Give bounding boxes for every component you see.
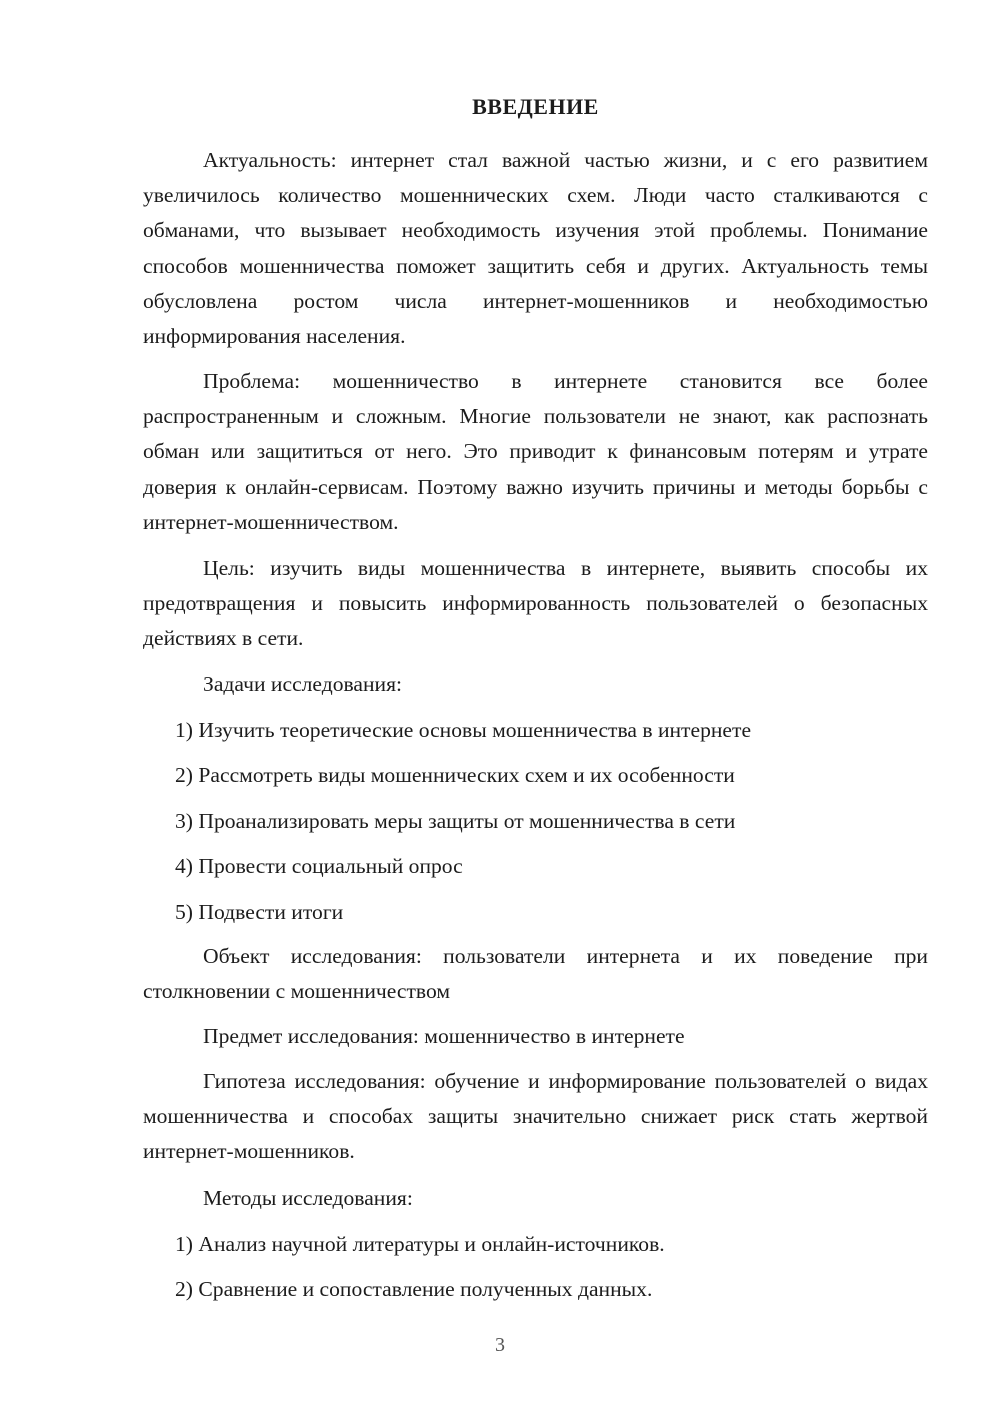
paragraph-relevance: Актуальность: интернет стал важной частью жизни, и с его развитием увеличилось количество мошеннических схем. Люди часто сталкиваются с обманами, что вызывает необходимость изучения этой проблемы. Понимание способов мошенничества поможет защитить себя и других. Актуальность темы обусловлена ростом числа интернет-мошенников и необходимостью информирования населения. bbox=[143, 148, 928, 349]
task-item: 2) Рассмотреть виды мошеннических схем и их особенности bbox=[175, 763, 735, 788]
method-item: 1) Анализ научной литературы и онлайн-источников. bbox=[175, 1232, 665, 1256]
task-item: 1) Изучить теоретические основы мошенничества в интернете bbox=[175, 718, 752, 742]
page-number: 3 bbox=[495, 1334, 505, 1356]
paragraph-hypothesis: Гипотеза исследования: обучение и информирование пользователей о видах мошенничества и способах защиты значительно снижает риск стать жертвой интернет-мошенников. bbox=[143, 1069, 928, 1164]
method-item: 2) Сравнение и сопоставление полученных данных. bbox=[175, 1277, 653, 1302]
task-item: 4) Провести социальный опрос bbox=[175, 854, 463, 879]
methods-heading: Методы исследования: bbox=[203, 1186, 413, 1210]
methods-list bbox=[143, 1227, 928, 1318]
task-item: 5) Подвести итоги bbox=[175, 899, 344, 924]
task-item: 3) Проанализировать меры защиты от мошенничества в сети bbox=[175, 808, 736, 833]
paragraph-subject: Предмет исследования: мошенничество в интернете bbox=[203, 1024, 685, 1048]
tasks-list bbox=[143, 713, 928, 940]
paragraph-object: Объект исследования: пользователи интернета и их поведение при столкновении с мошенничеством bbox=[143, 944, 928, 1004]
tasks-heading: Задачи исследования: bbox=[203, 672, 403, 696]
paragraph-problem: Проблема: мошенничество в интернете становится все более распространенным и сложным. Многие пользователи не знают, как распознать обман или защититься от него. Это приводит к финансовым потерям и утрате доверия к онлайн-сервисам. Поэтому важно изучить причины и методы борьбы с интернет-мошенничеством. bbox=[143, 369, 928, 534]
section-title: ВВЕДЕНИЕ bbox=[472, 94, 599, 119]
paragraph-goal: Цель: изучить виды мошенничества в интернете, выявить способы их предотвращения и повысить информированность пользователей о безопасных действиях в сети. bbox=[143, 556, 928, 651]
